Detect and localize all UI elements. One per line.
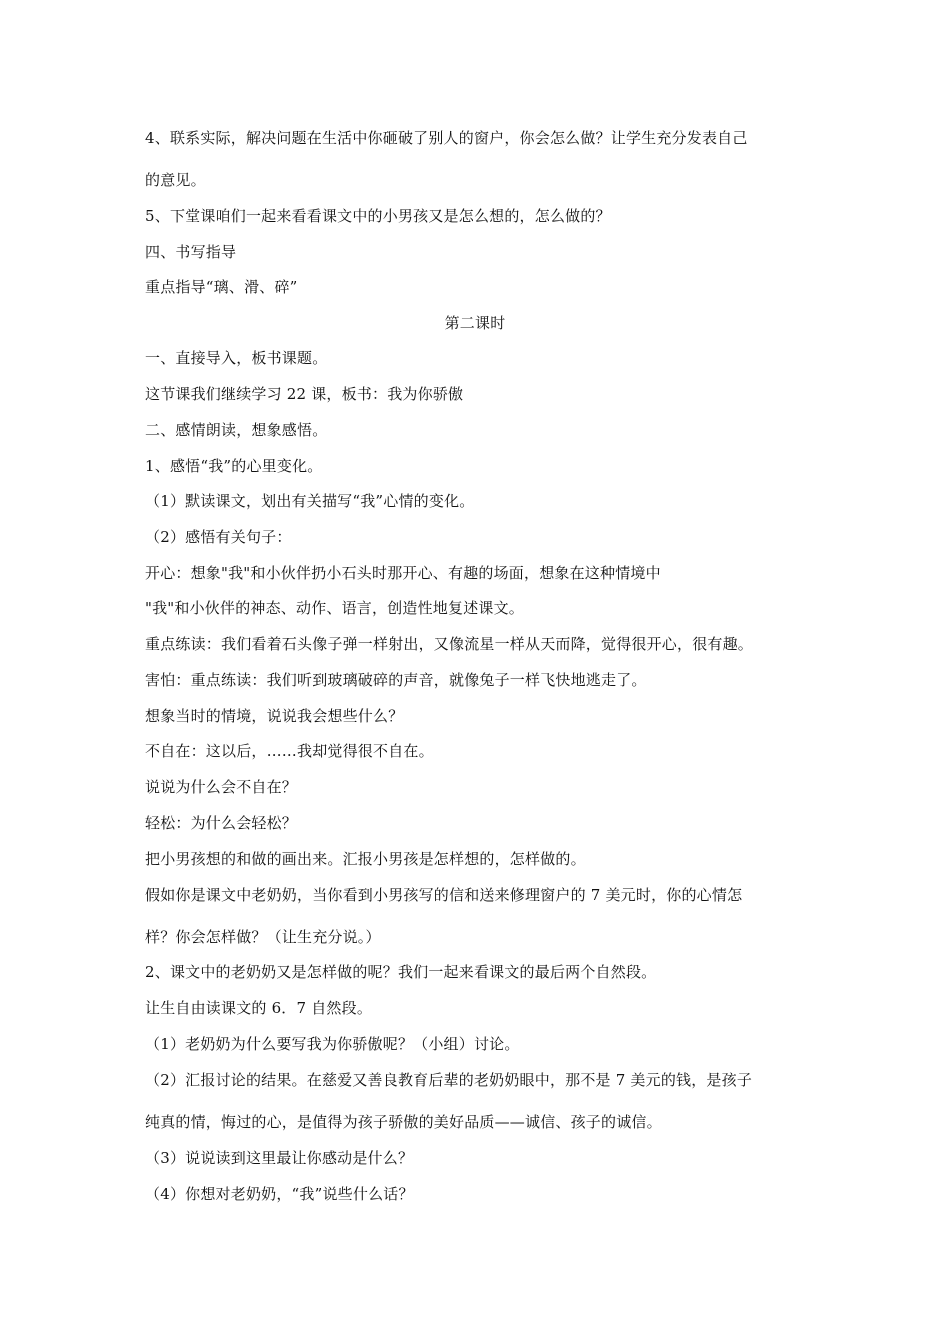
paragraph-line: 4、联系实际，解决问题在生活中你砸破了别人的窗户，你会怎么做？让学生充分发表自己 <box>145 129 748 147</box>
lesson-title: 第二课时 <box>444 314 506 332</box>
paragraph-line: 纯真的情，悔过的心，是值得为孩子骄傲的美好品质——诚信、孩子的诚信。 <box>145 1113 662 1131</box>
paragraph-line: （2）汇报讨论的结果。在慈爱又善良教育后辈的老奶奶眼中，那不是 7 美元的钱，是孩子 <box>145 1071 753 1089</box>
paragraph-line: 想象当时的情境，说说我会想些什么？ <box>145 707 404 725</box>
paragraph-line: 1、感悟“我”的心里变化。 <box>145 457 323 475</box>
paragraph-line: 重点练读：我们看着石头像子弹一样射出，又像流星一样从天而降，觉得很开心，很有趣。 <box>145 635 754 653</box>
paragraph-line: 2、课文中的老奶奶又是怎样做的呢？我们一起来看课文的最后两个自然段。 <box>145 963 657 981</box>
paragraph-line: 重点指导“璃、滑、碎” <box>145 278 298 296</box>
paragraph-line: 让生自由读课文的 6．7 自然段。 <box>145 999 373 1017</box>
section-heading: 四、书写指导 <box>145 243 237 261</box>
section-heading: 二、感情朗读，想象感悟。 <box>145 421 328 439</box>
paragraph-line: （1）默读课文，划出有关描写“我”心情的变化。 <box>145 492 475 510</box>
paragraph-line: （2）感悟有关句子： <box>145 528 292 546</box>
paragraph-line: （1）老奶奶为什么要写我为你骄傲呢？（小组）讨论。 <box>145 1035 520 1053</box>
paragraph-line: 的意见。 <box>145 171 206 189</box>
paragraph-line: 不自在：这以后，……我却觉得很不自在。 <box>145 742 434 760</box>
paragraph-line: 害怕：重点练读：我们听到玻璃破碎的声音，就像兔子一样飞快地逃走了。 <box>145 671 647 689</box>
paragraph-line: （3）说说读到这里最让你感动是什么？ <box>145 1149 414 1167</box>
paragraph-line: 这节课我们继续学习 22 课，板书：我为你骄傲 <box>145 385 464 403</box>
paragraph-line: 5、下堂课咱们一起来看看课文中的小男孩又是怎么想的，怎么做的？ <box>145 207 611 225</box>
paragraph-line: 把小男孩想的和做的画出来。汇报小男孩是怎样想的，怎样做的。 <box>145 850 586 868</box>
paragraph-line: "我"和小伙伴的神态、动作、语言，创造性地复述课文。 <box>145 599 525 617</box>
paragraph-line: （4）你想对老奶奶，“我”说些什么话？ <box>145 1185 414 1203</box>
paragraph-line: 开心：想象"我"和小伙伴扔小石头时那开心、有趣的场面，想象在这种情境中 <box>145 564 661 582</box>
paragraph-line: 假如你是课文中老奶奶，当你看到小男孩写的信和送来修理窗户的 7 美元时，你的心情怎 <box>145 886 743 904</box>
section-heading: 一、直接导入，板书课题。 <box>145 349 328 367</box>
paragraph-line: 样？你会怎样做？（让生充分说。） <box>145 928 381 946</box>
paragraph-line: 轻松：为什么会轻松？ <box>145 814 298 832</box>
paragraph-line: 说说为什么会不自在？ <box>145 778 298 796</box>
